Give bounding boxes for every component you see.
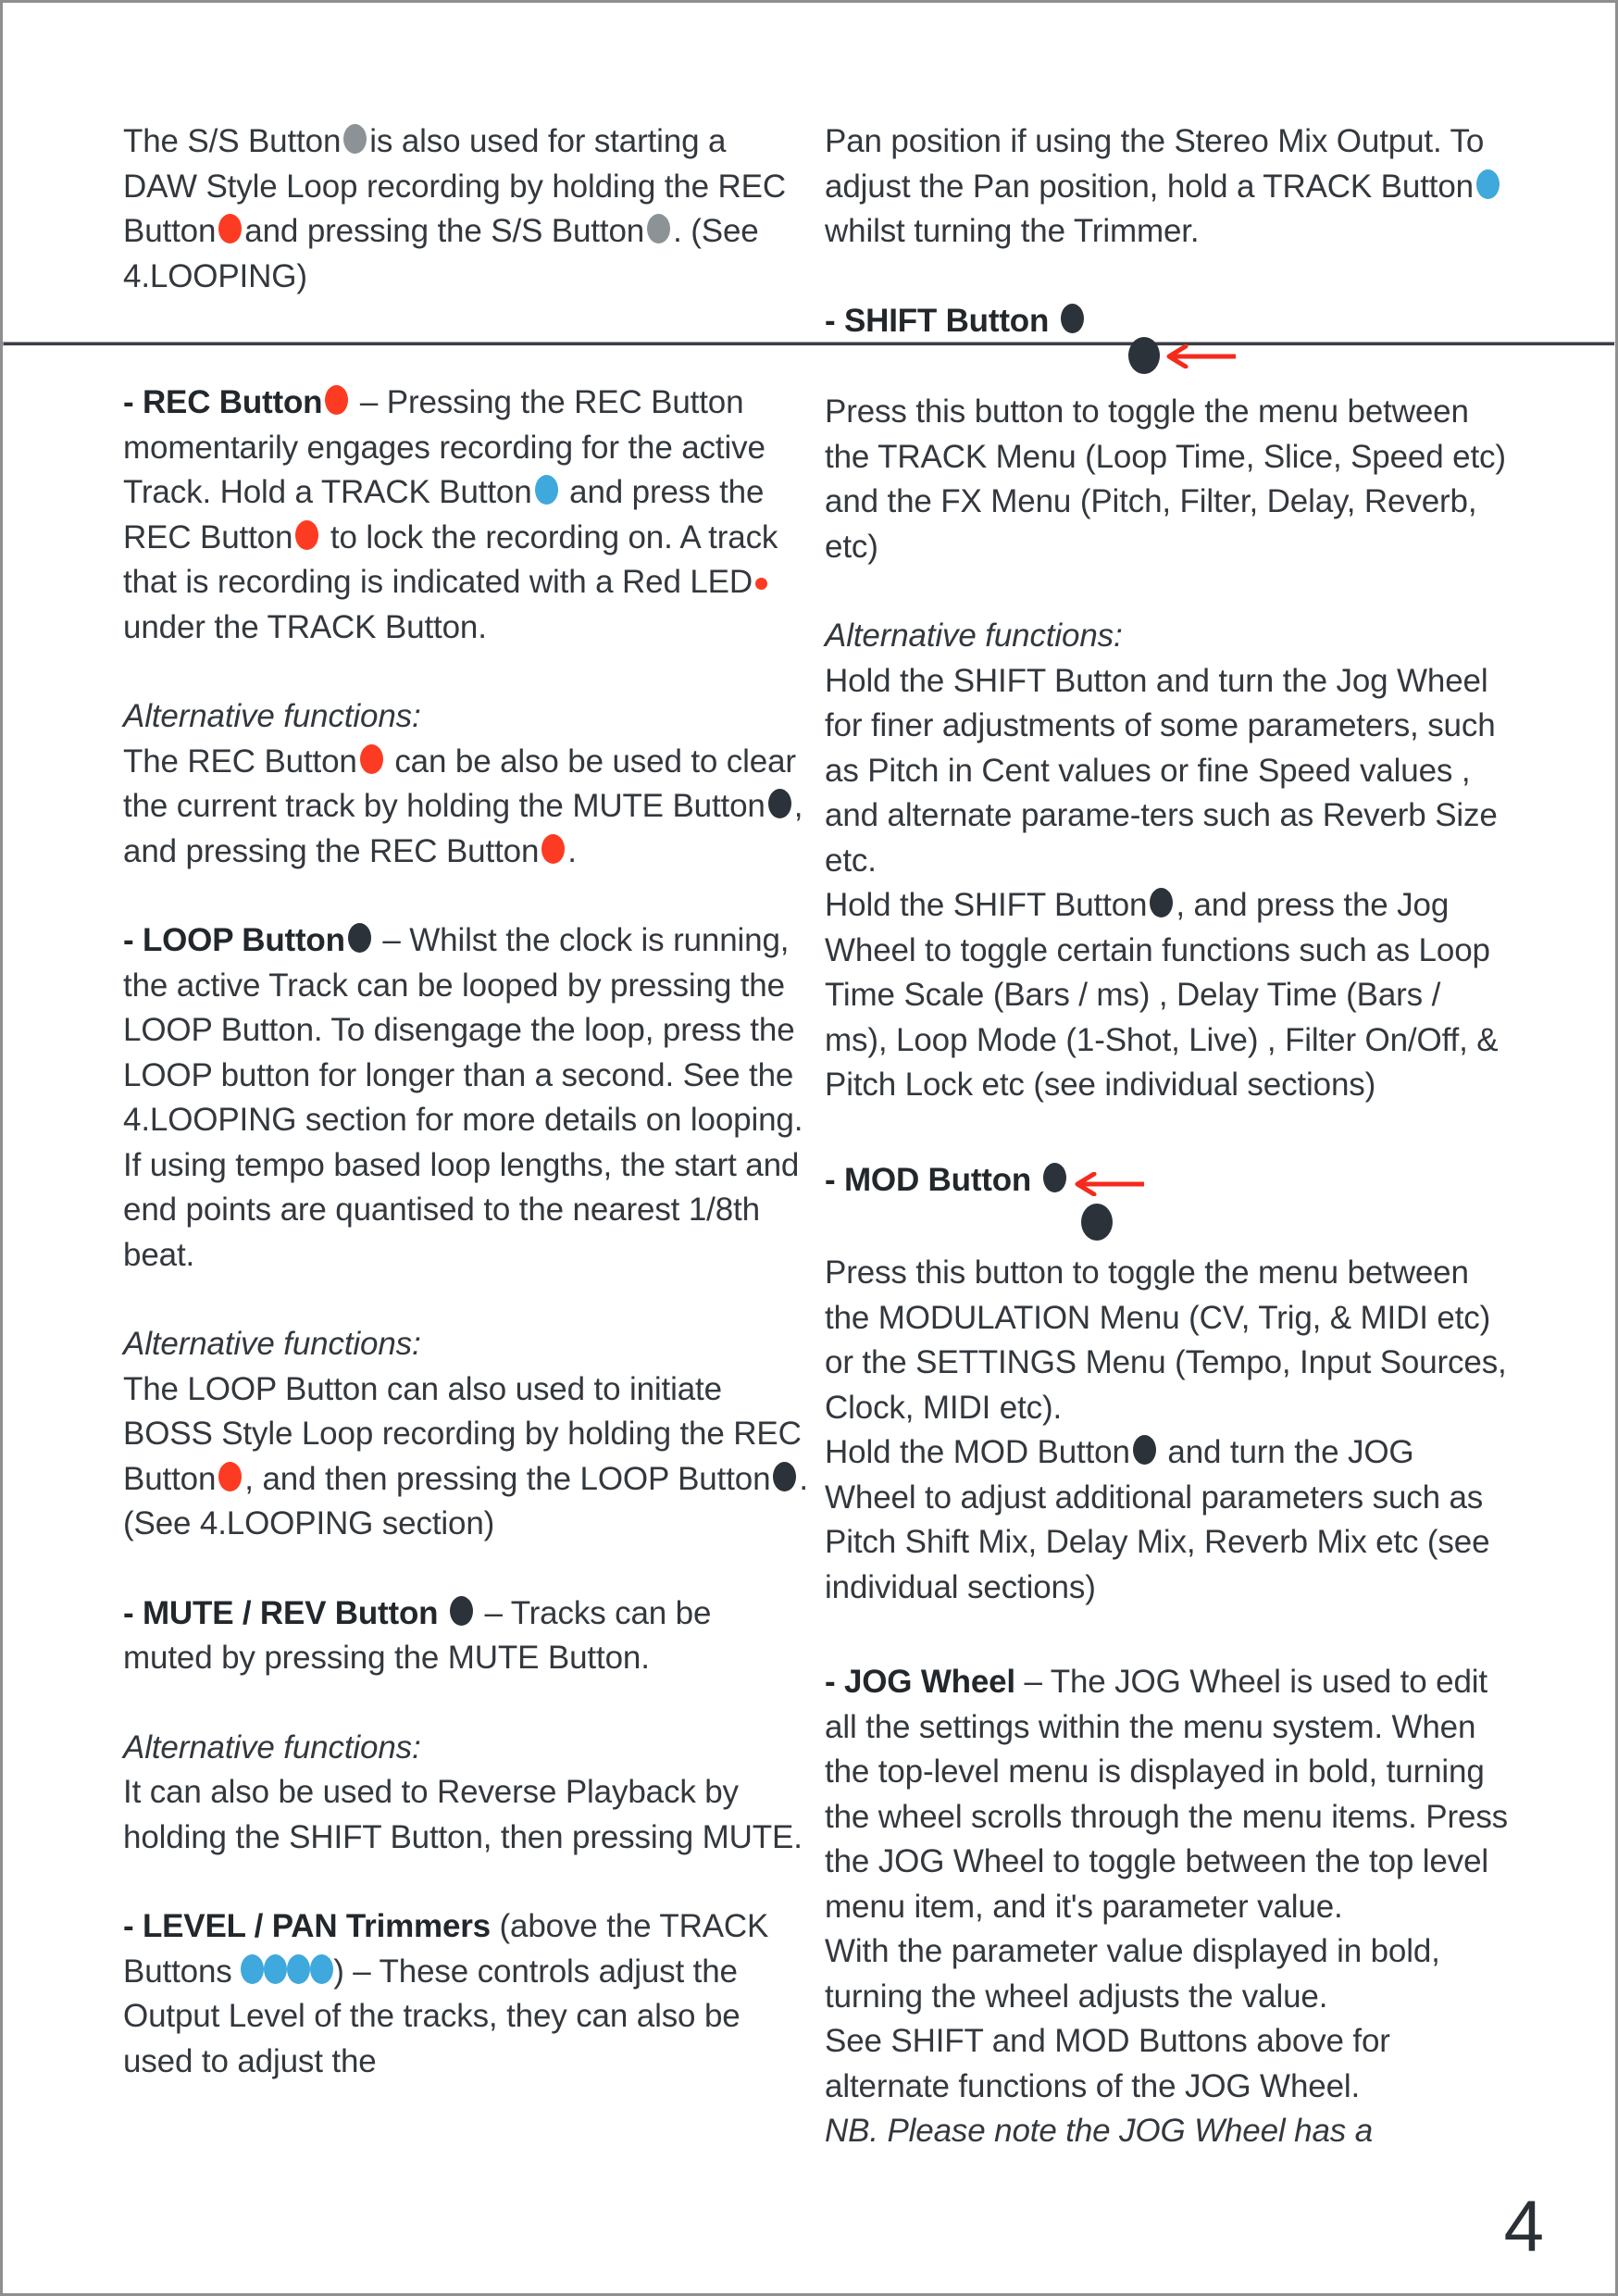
mod-body-1: Press this button to toggle the menu between the MODULATION Menu (CV, Trig, & MIDI etc) or the SETTINGS Menu (Tempo, Input Sources, Clock, MIDI etc). [825, 1254, 1507, 1426]
pan-text-1: Pan position if using the Stereo Mix Output. To adjust the Pan position, hold a TRACK Button [825, 123, 1485, 205]
jog-body-3: See SHIFT and MOD Buttons above for alternate functions of the JOG Wheel. [825, 2023, 1390, 2104]
mute-button-heading: - MUTE / REV Button [123, 1594, 439, 1631]
jog-wheel-heading: - JOG Wheel [825, 1664, 1015, 1700]
mute-alt-label [123, 1726, 808, 1771]
rec-body-1: – Pressing the REC Button momentarily engages recording for the active Track. Hold a TRACK Button [123, 384, 765, 510]
ss-button-paragraph [123, 119, 808, 299]
mod-body-1-wrap [825, 1251, 1510, 1430]
loop-alt-functions-italic: Alternative functions: [123, 1326, 421, 1362]
shift-annotation-arrow-icon [1164, 344, 1238, 368]
loop-body-2-wrap [123, 1143, 808, 1279]
rec-button-red-dot-icon-3 [295, 520, 318, 550]
mute-alt-functions-italic: Alternative functions: [123, 1728, 421, 1766]
jog-wheel-section [825, 1660, 1510, 1929]
shift-alt-3: , and press the Jog Wheel to toggle certain functions such as Loop Time Scale (Bars / ms) , Delay Time (Bars / ms), Loop Mode (1-Shot, Live) , Filter On/Off, & Pitch Lock etc (see individual sections) [825, 887, 1499, 1103]
track-button-blue-dot-icon [535, 475, 558, 505]
mod-annotation-circle-icon [1081, 1204, 1113, 1241]
mute-button-section [123, 1591, 808, 1681]
shift-alt-functions-italic: Alternative functions: [825, 618, 1123, 654]
rec-alt-functions-italic: Alternative functions: [123, 698, 421, 734]
rec-alt-3: , and pressing the REC Button [123, 788, 803, 869]
trimmers-body-1: (above the TRACK Buttons [123, 1908, 769, 1990]
mute-heading-dark-dot-icon [450, 1596, 473, 1626]
rec-alt-2: can be also be used to clear the current track by holding the MUTE Button [123, 742, 796, 824]
rec-body-3: to lock the recording on. A track that is recording is indicated with a Red LED [123, 518, 778, 600]
red-led-icon [755, 578, 767, 590]
pan-text-2: whilst turning the Trimmer. [825, 213, 1200, 249]
jog-body-2: With the parameter value displayed in bold, turning the wheel adjusts the value. [825, 1933, 1440, 2015]
rec-alt-body [123, 740, 808, 875]
jog-nb-note: NB. Please note the JOG Wheel has a [825, 2113, 1374, 2149]
mod-body-3: and turn the JOG Wheel to adjust additional parameters such as Pitch Shift Mix, Delay Mix, Reverb Mix etc (see individual sections) [825, 1434, 1490, 1605]
ss-button-gray-dot-icon-2 [647, 214, 670, 243]
loop-alt-dark-dot-icon [773, 1462, 796, 1491]
ss-text-2: is also used for starting a DAW Style Loop recording by holding the REC Button [123, 123, 786, 249]
rec-button-red-dot-icon [218, 214, 242, 243]
loop-alt-red-dot-icon [218, 1462, 242, 1491]
mod-button-heading: - MOD Button [825, 1161, 1032, 1198]
mute-alt-1: It can also be used to Reverse Playback by holding the SHIFT Button, then pressing MUTE. [123, 1774, 803, 1855]
right-column [825, 119, 1510, 2154]
mod-annotation-arrow-icon [1072, 1172, 1146, 1196]
rec-body-2: and press the REC Button [123, 474, 765, 555]
rec-button-section [123, 381, 808, 650]
loop-alt-body [123, 1367, 808, 1547]
ss-text-3: and pressing the S/S Button [244, 213, 645, 249]
shift-alt-body-2 [825, 883, 1510, 1108]
trimmers-body-2: ) – These controls adjust the Output Level of the tracks, they can also be used to adjust the [123, 1953, 741, 2079]
ss-button-gray-dot-icon [343, 124, 367, 154]
rule-spacer [123, 299, 808, 381]
left-column [123, 119, 808, 2084]
mod-body-2-wrap [825, 1430, 1510, 1610]
shift-heading-dark-dot-icon [1061, 304, 1084, 333]
loop-button-section [123, 918, 808, 1143]
track-button-blue-dot-icon-3 [287, 1954, 310, 1984]
loop-button-heading: - LOOP Button [123, 922, 345, 958]
mod-button-heading-row [825, 1158, 1510, 1204]
shift-body-1: Press this button to toggle the menu between the TRACK Menu (Loop Time, Slice, Speed etc) and the FX Menu (Pitch, Filter, Delay, Reverb, etc) [825, 393, 1506, 565]
shift-alt-dark-dot-icon [1150, 888, 1173, 917]
loop-alt-label [123, 1322, 808, 1367]
shift-annotation-circle-icon [1128, 337, 1160, 374]
mod-heading-dark-dot-icon [1043, 1163, 1066, 1192]
ss-text-4: . (See 4.LOOPING) [123, 213, 759, 294]
rec-alt-red-dot-icon [360, 744, 383, 774]
rec-alt-label [123, 694, 808, 740]
shift-button-heading: - SHIFT Button [825, 302, 1050, 339]
mod-body-2: Hold the MOD Button [825, 1434, 1130, 1470]
shift-button-heading-row [825, 299, 1510, 344]
ss-text-1: The S/S Button [123, 123, 342, 159]
shift-alt-body-1 [825, 659, 1510, 884]
rec-alt-4: . [567, 832, 577, 869]
two-column-layout [3, 3, 1618, 2296]
jog-body-3-wrap [825, 2019, 1510, 2109]
rec-alt-1: The REC Button [123, 742, 357, 780]
shift-alt-label [825, 614, 1510, 659]
loop-alt-3: . (See 4.LOOPING section) [123, 1460, 808, 1541]
shift-alt-1: Hold the SHIFT Button and turn the Jog Wheel for finer adjustments of some parameters, such as Pitch in Cent values or fine Speed values , and alternate parame-ters such as Reverb Size etc. [825, 662, 1498, 879]
shift-alt-2: Hold the SHIFT Button [825, 887, 1148, 923]
loop-body-2: If using tempo based loop lengths, the start and end points are quantised to the nearest 1/8th beat. [123, 1146, 800, 1273]
mute-button-dark-dot-icon [768, 789, 791, 818]
jog-body-2-wrap [825, 1929, 1510, 2019]
rec-heading-red-dot-icon [325, 385, 348, 415]
loop-heading-dark-dot-icon [348, 923, 371, 953]
track-button-blue-dot-icon-pan [1476, 169, 1500, 199]
track-button-blue-dot-icon-1 [241, 1954, 264, 1984]
trimmers-heading: - LEVEL / PAN Trimmers [123, 1908, 491, 1944]
rec-body-4: under the TRACK Button. [123, 608, 487, 645]
shift-body [825, 390, 1510, 569]
loop-alt-1: The LOOP Button can also used to initiate BOSS Style Loop recording by holding the REC Button [123, 1370, 802, 1497]
trimmers-section [123, 1904, 808, 2084]
mute-body-1: – Tracks can be muted by pressing the MUTE Button. [123, 1594, 712, 1676]
rec-button-heading: - REC Button [123, 384, 323, 420]
loop-alt-2: , and then pressing the LOOP Button [244, 1460, 771, 1497]
mute-alt-body [123, 1770, 808, 1860]
page-number: 4 [1503, 2185, 1543, 2266]
jog-body-4-wrap [825, 2109, 1510, 2154]
pan-paragraph [825, 119, 1510, 255]
loop-body-1: – Whilst the clock is running, the active Track can be looped by pressing the LOOP Button. To disengage the loop, press the LOOP button for longer than a second. See the 4.LOOPING section for more details on looping. [123, 922, 803, 1138]
jog-body-1: – The JOG Wheel is used to edit all the settings within the menu system. When the top-level menu is displayed in bold, turning the wheel scrolls through the menu items. Press the JOG Wheel to toggle between the top level menu item, and it's parameter value. [825, 1664, 1509, 1925]
rec-alt-red-dot-icon-2 [541, 834, 565, 864]
track-button-blue-dot-icon-2 [264, 1954, 287, 1984]
track-button-blue-dot-icon-4 [310, 1954, 333, 1984]
mod-body-dark-dot-icon [1133, 1435, 1156, 1465]
